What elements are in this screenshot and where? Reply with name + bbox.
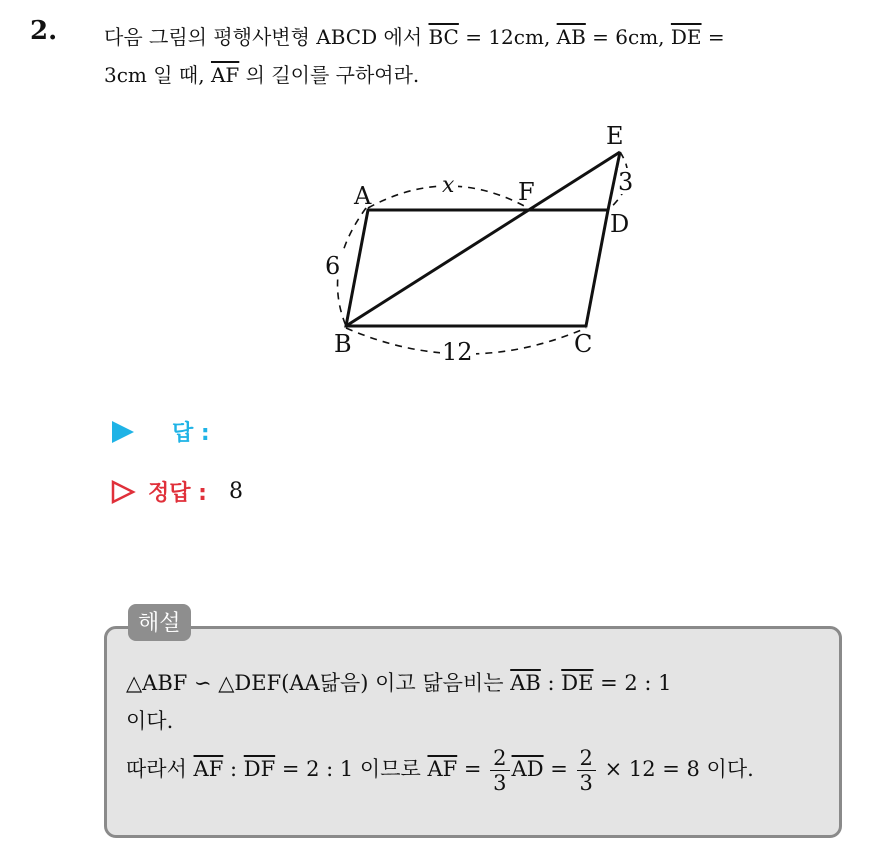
solution-line-3 xyxy=(126,746,826,795)
label-x: x xyxy=(442,173,455,198)
question-line-2 xyxy=(104,56,864,94)
label-e: E xyxy=(606,122,624,150)
correct-answer-row xyxy=(110,476,243,507)
fraction-denominator-2: 3 xyxy=(579,771,593,795)
question-part1: 다음 그림의 평행사변형 ABCD 에서 xyxy=(104,25,429,49)
equals-bc: = 12cm, xyxy=(458,25,557,49)
label-a: A xyxy=(354,182,372,210)
segment-af: $\overline{AF}$ xyxy=(210,63,240,87)
question-number: 2. xyxy=(30,16,58,46)
fraction-two-thirds xyxy=(490,746,509,795)
answer-row xyxy=(110,416,210,447)
ratio-colon-2: : xyxy=(223,757,244,781)
segment-ab: $\overline{AB}$ xyxy=(556,25,586,49)
therefore-text: 따라서 xyxy=(126,757,194,781)
answer-label: 답 : xyxy=(172,421,210,446)
solution-line-2: 이다. xyxy=(126,709,174,733)
equals-sign: = xyxy=(457,757,489,781)
equals-sign-2: = xyxy=(543,757,575,781)
question-text xyxy=(104,18,864,94)
sol-segment-ab: $\overline{AB}$ xyxy=(510,671,541,695)
question-line-1 xyxy=(104,18,864,56)
fraction-numerator-2: 2 xyxy=(577,746,596,771)
sol-segment-df: $\overline{DF}$ xyxy=(243,757,276,781)
question-part2: 3cm 일 때, xyxy=(104,63,211,87)
parallelogram-abcd xyxy=(346,210,608,326)
sol-segment-de: $\overline{DE}$ xyxy=(561,671,594,695)
parallelogram-figure xyxy=(300,112,660,372)
correct-answer-label: 정답 : xyxy=(148,481,207,506)
question-part3: 의 길이를 구하여라. xyxy=(239,63,420,87)
parallelogram-diagram xyxy=(300,112,660,372)
label-f: F xyxy=(518,178,535,206)
label-len-ab: 6 xyxy=(325,252,341,280)
ratio-value: = 2 : 1 xyxy=(593,671,672,695)
triangle-abf: △ABF xyxy=(126,671,188,695)
line-be xyxy=(346,152,620,326)
label-len-de: 3 xyxy=(618,168,634,196)
ratio-colon: : xyxy=(540,671,562,695)
label-b: B xyxy=(334,330,352,358)
play-triangle-icon xyxy=(110,419,136,445)
label-len-bc: 12 xyxy=(442,338,473,366)
segment-de: $\overline{DE}$ xyxy=(670,25,702,49)
fraction-denominator: 3 xyxy=(493,771,507,795)
outline-triangle-icon xyxy=(110,479,136,505)
sol-segment-ad: $\overline{AD}$ xyxy=(511,757,544,781)
fraction-two-thirds-2 xyxy=(577,746,596,795)
fraction-numerator: 2 xyxy=(490,746,509,771)
label-c: C xyxy=(574,330,593,358)
equals-ab: = 6cm, xyxy=(585,25,671,49)
solution-tag: 해설 xyxy=(128,604,191,641)
segment-bc: $\overline{BC}$ xyxy=(428,25,459,49)
sol-segment-af-2: $\overline{AF}$ xyxy=(427,757,458,781)
equals-de: = xyxy=(701,25,725,49)
ratio-statement: = 2 : 1 이므로 xyxy=(275,757,428,781)
correct-answer-value: 8 xyxy=(228,479,243,504)
solution-text xyxy=(126,664,826,795)
label-d: D xyxy=(610,210,630,238)
solution-result: × 12 = 8 이다. xyxy=(597,757,754,781)
solution-line-1 xyxy=(126,664,826,702)
sol-segment-af: $\overline{AF}$ xyxy=(193,757,224,781)
triangle-def: △DEF(AA닮음) 이고 닮음비는 xyxy=(218,671,511,695)
similar-symbol: ∽ xyxy=(187,671,219,695)
